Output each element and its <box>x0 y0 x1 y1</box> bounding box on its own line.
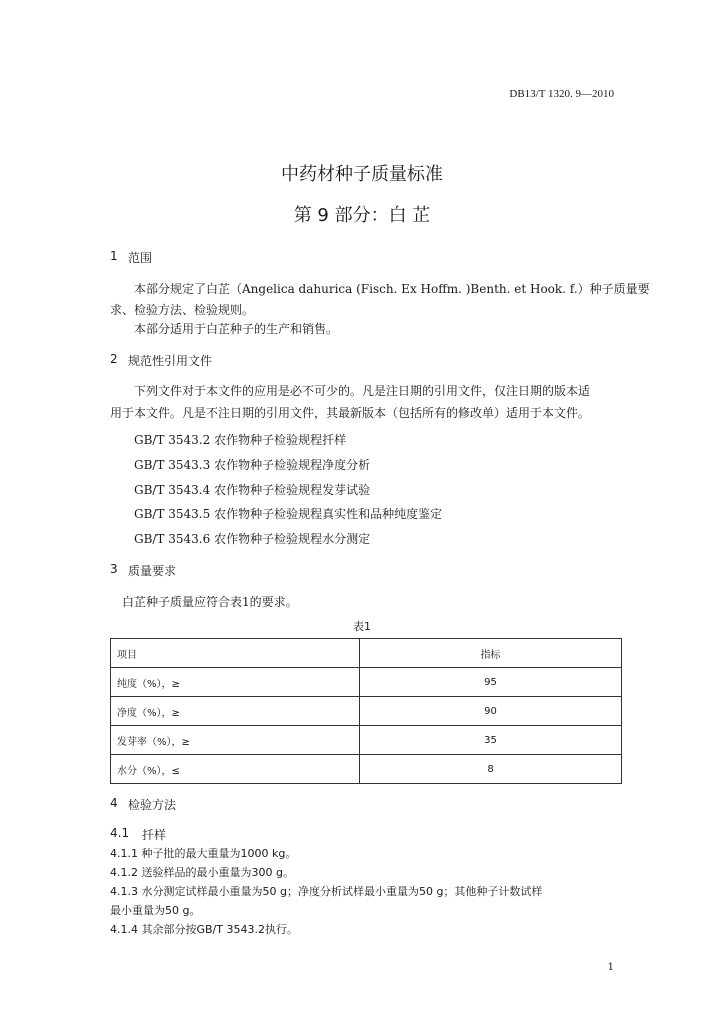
table-header-cell: 项目 <box>111 639 360 668</box>
table-cell: 纯度（%），≥ <box>111 668 360 697</box>
document-title: 中药材种子质量标准 <box>281 164 443 185</box>
clause-item: 4.1.4 其余部分按GB/T 3543.2执行。 <box>110 923 298 936</box>
section-3-heading: 质量要求 <box>128 564 177 578</box>
section-3-number: 3 <box>110 562 118 576</box>
standard-code: DB13/T 1320. 9—2010 <box>509 88 614 100</box>
section-1-para-2: 本部分适用于白芷种子的生产和销售。 <box>134 322 339 336</box>
quality-table <box>110 638 622 784</box>
clause-item-continued: 最小重量为50 g。 <box>110 904 201 917</box>
table-cell: 发芽率（%），≥ <box>111 726 360 755</box>
table-cell: 35 <box>360 726 622 755</box>
reference-item: GB/T 3543.3 农作物种子检验规程净度分析 <box>134 458 371 472</box>
table-row <box>111 668 622 697</box>
table-row <box>111 697 622 726</box>
section-3-para: 白芷种子质量应符合表1的要求。 <box>122 595 298 609</box>
table-row <box>111 755 622 784</box>
reference-item: GB/T 3543.2 农作物种子检验规程扦样 <box>134 433 347 447</box>
section-1-number: 1 <box>110 249 118 263</box>
table-row <box>111 726 622 755</box>
reference-item: GB/T 3543.5 农作物种子检验规程真实性和品种纯度鉴定 <box>134 507 443 521</box>
table-header-cell: 指标 <box>360 639 622 668</box>
section-1-para-1-line-2: 求、检验方法、检验规则。 <box>110 303 255 317</box>
section-2-heading: 规范性引用文件 <box>128 354 213 368</box>
table-cell: 95 <box>360 668 622 697</box>
clause-item: 4.1.2 送验样品的最小重量为300 g。 <box>110 866 294 879</box>
section-4-number: 4 <box>110 796 118 810</box>
reference-item: GB/T 3543.4 农作物种子检验规程发芽试验 <box>134 483 371 497</box>
table-caption: 表1 <box>353 620 371 633</box>
section-2-number: 2 <box>110 352 118 366</box>
document-part-title: 第 9 部分：白 芷 <box>293 205 431 226</box>
section-1-para-1-line-1: 本部分规定了白芷（Angelica dahurica (Fisch. Ex Hoffm. )Benth. et Hook. f.）种子质量要 <box>134 282 650 296</box>
table-cell: 水分（%），≤ <box>111 755 360 784</box>
page-number: 1 <box>607 962 614 973</box>
table-cell: 8 <box>360 755 622 784</box>
table-cell: 净度（%），≥ <box>111 697 360 726</box>
table-cell: 90 <box>360 697 622 726</box>
section-4-heading: 检验方法 <box>128 798 177 812</box>
section-2-para-line-1: 下列文件对于本文件的应用是必不可少的。凡是注日期的引用文件，仅注日期的版本适 <box>134 384 591 398</box>
section-2-para-line-2: 用于本文件。凡是不注日期的引用文件，其最新版本（包括所有的修改单）适用于本文件。 <box>110 406 591 420</box>
table-header-row <box>111 639 622 668</box>
clause-item: 4.1.3 水分测定试样最小重量为50 g；净度分析试样最小重量为50 g；其他种子计数试样 <box>110 885 543 898</box>
clause-item: 4.1.1 种子批的最大重量为1000 kg。 <box>110 847 297 860</box>
reference-item: GB/T 3543.6 农作物种子检验规程水分测定 <box>134 532 371 546</box>
subsection-4-1-heading: 扦样 <box>142 828 167 842</box>
subsection-4-1-number: 4.1 <box>110 826 130 840</box>
section-1-heading: 范围 <box>128 251 153 265</box>
